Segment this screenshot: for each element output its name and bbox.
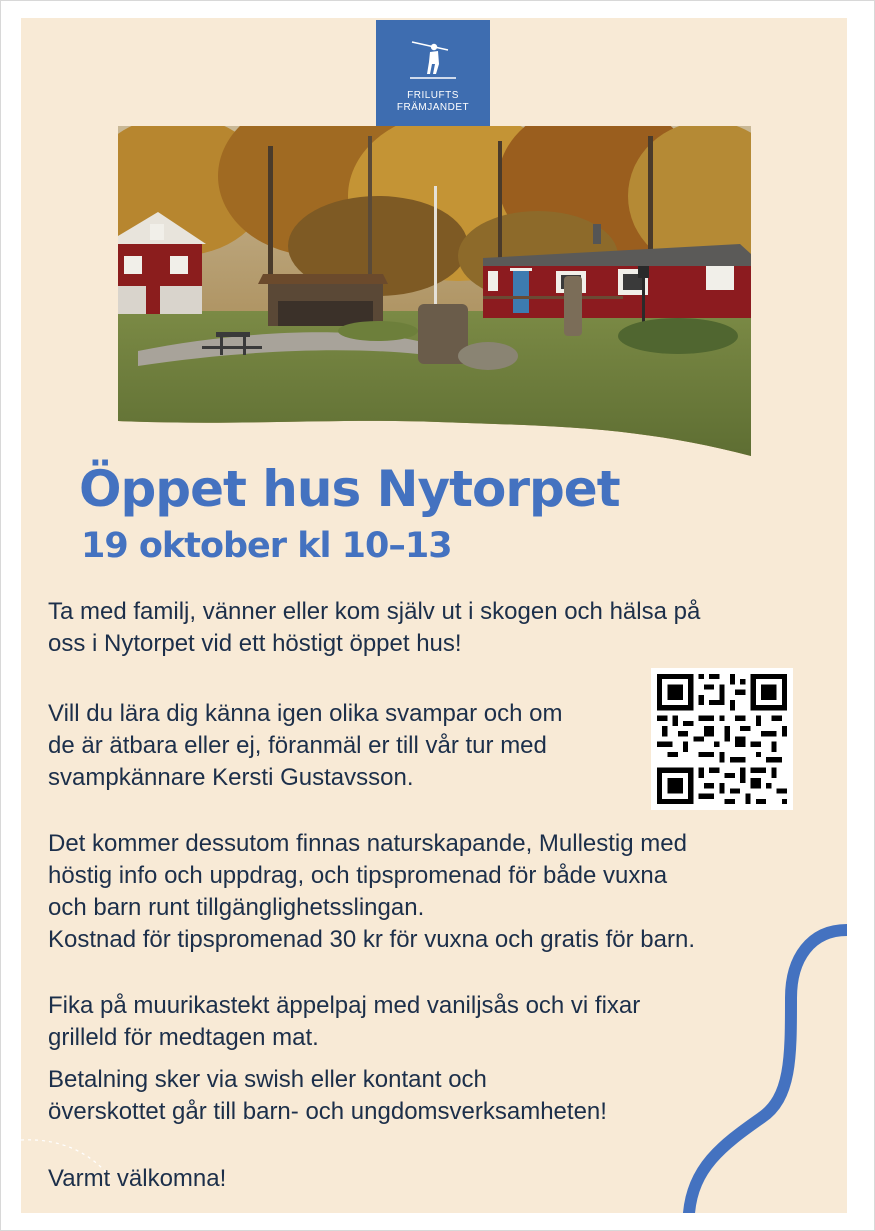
activities-line: Kostnad för tipspromenad 30 kr för vuxna och gratis för barn. (48, 926, 696, 953)
fika-paragraph (48, 990, 818, 1054)
logo-text-line2: FRÄMJANDET (396, 102, 470, 113)
qr-code[interactable] (651, 668, 793, 810)
activities-line: och barn runt tillgänglighetsslingan. (48, 894, 425, 921)
logo-text-line1: FRILUFTS (407, 90, 459, 101)
skier-icon (408, 34, 458, 84)
payment-line: överskottet går till barn- och ungdomsverksamheten! (48, 1098, 607, 1125)
intro-line: oss i Nytorpet vid ett höstigt öppet hus! (48, 630, 462, 657)
fika-line: Fika på muurikastekt äppelpaj med vaniljsås och vi fixar (48, 992, 641, 1019)
closing-greeting (48, 1163, 818, 1195)
cabin-photo (118, 126, 751, 456)
payment-line: Betalning sker via swish eller kontant och (48, 1066, 487, 1093)
intro-paragraph (48, 596, 818, 660)
activities-line: Det kommer dessutom finnas naturskapande, Mullestig med (48, 830, 687, 857)
fika-line: grilleld för medtagen mat. (48, 1024, 319, 1051)
event-title: Öppet hus Nytorpet (79, 460, 620, 518)
event-date-time: 19 oktober kl 10–13 (81, 526, 452, 566)
mushroom-line: svampkännare Kersti Gustavsson. (48, 764, 414, 791)
intro-line: Ta med familj, vänner eller kom själv ut i skogen och hälsa på (48, 598, 701, 625)
payment-paragraph (48, 1064, 818, 1128)
qr-code-icon (657, 674, 787, 804)
activities-line: höstig info och uppdrag, och tipspromenad för både vuxna (48, 862, 668, 889)
activities-paragraph (48, 828, 818, 956)
friluftsframjandet-logo[interactable] (376, 20, 490, 126)
poster (21, 18, 847, 1213)
mushroom-line: de är ätbara eller ej, föranmäl er till vår tur med (48, 732, 547, 759)
closing-line: Varmt välkomna! (48, 1165, 227, 1192)
mushroom-line: Vill du lära dig känna igen olika svampar och om (48, 700, 563, 727)
